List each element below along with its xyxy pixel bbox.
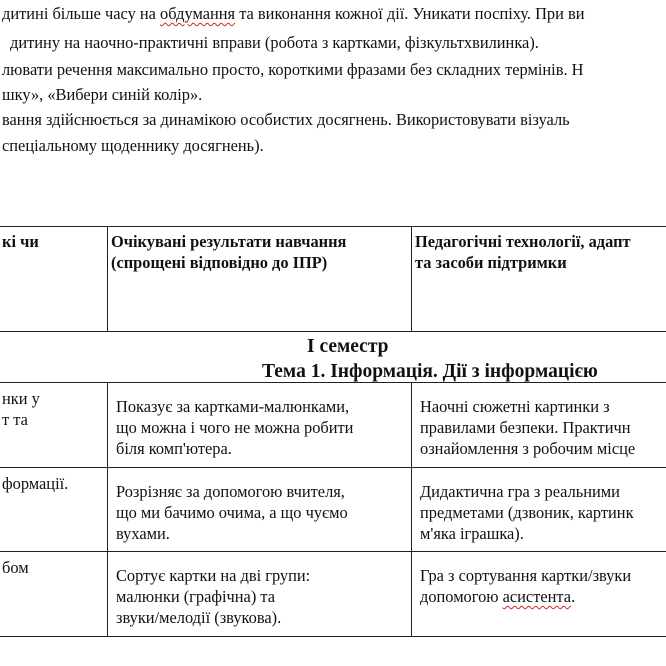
row-3-col-3-line-2: допомогою асистента. (420, 587, 576, 606)
row-1-col-2-line-1: Показує за картками-малюнками, (116, 397, 350, 416)
semester-title: І семестр (307, 336, 389, 357)
col-divider-2-body (411, 382, 412, 636)
row-1-col-1-line-2: т та (2, 410, 28, 429)
row-3-col-1-line-1: бом (2, 558, 29, 577)
row-3-col-3-line-1: Гра з сортування картки/звуки (420, 566, 632, 585)
header-col-1: кі чи (2, 232, 39, 251)
paragraph-line-4: шку», «Вибери синій колір». (2, 85, 203, 104)
paragraph-line-6: спеціальному щоденнику досягнень). (2, 136, 264, 155)
header-col-2-line-2: (спрощені відповідно до ІПР) (111, 253, 328, 272)
spellcheck-underlined-word: обдумання (160, 4, 236, 23)
paragraph-line-5: вання здійснюється за динамікою особистих досягнень. Використовувати візуаль (2, 110, 570, 129)
header-col-2-line-1: Очікувані результати навчання (111, 232, 347, 251)
row-2-col-3-line-3: м'яка іграшка). (420, 524, 524, 543)
col-divider-2-header (411, 226, 412, 331)
col-divider-1-body (107, 382, 108, 636)
header-col-3-line-1: Педагогічні технології, адапт (415, 232, 631, 251)
row-2-col-2-line-1: Розрізняє за допомогою вчителя, (116, 482, 345, 501)
topic-title: Тема 1. Інформація. Дії з інформацією (262, 361, 598, 382)
row-2-col-3-line-1: Дидактична гра з реальними (420, 482, 620, 501)
row-1-col-3-line-3: ознайомлення з робочим місце (420, 439, 636, 458)
row-2-col-2-line-2: що ми бачимо очима, а що чуємо (116, 503, 348, 522)
table-border-header-bottom (0, 331, 666, 332)
row-1-col-2-line-2: що можна і чого не можна робити (116, 418, 354, 437)
paragraph-line-3: лювати речення максимально просто, короткими фразами без складних термінів. Н (2, 60, 584, 79)
row-2-col-2-line-3: вухами. (116, 524, 170, 543)
row-1-col-3-line-2: правилами безпеки. Практичн (420, 418, 631, 437)
row-3-col-2-line-3: звуки/мелодії (звукова). (116, 608, 282, 627)
row-3-col-2-line-1: Сортує картки на дві групи: (116, 566, 311, 585)
table-border-bottom (0, 636, 666, 637)
paragraph-line-2: дитину на наочно-практичні вправи (робота з картками, фізкультхвилинка). (10, 33, 539, 52)
table-border-top (0, 226, 666, 227)
row-1-col-2-line-3: біля комп'ютера. (116, 439, 232, 458)
col-divider-1-header (107, 226, 108, 331)
table-border-row-1 (0, 467, 666, 468)
table-border-row-2 (0, 551, 666, 552)
row-3-col-2-line-2: малюнки (графічна) та (116, 587, 276, 606)
row-1-col-1-line-1: нки у (2, 389, 40, 408)
row-2-col-3-line-2: предметами (дзвоник, картинк (420, 503, 634, 522)
row-2-col-1-line-1: формації. (2, 474, 69, 493)
row-1-col-3-line-1: Наочні сюжетні картинки з (420, 397, 610, 416)
header-col-3-line-2: та засоби підтримки (415, 253, 567, 272)
spellcheck-underlined-word: асистента (502, 587, 572, 606)
paragraph-line-1: дитині більше часу на обдумання та виконання кожної дії. Уникати поспіху. При ви (2, 4, 585, 23)
